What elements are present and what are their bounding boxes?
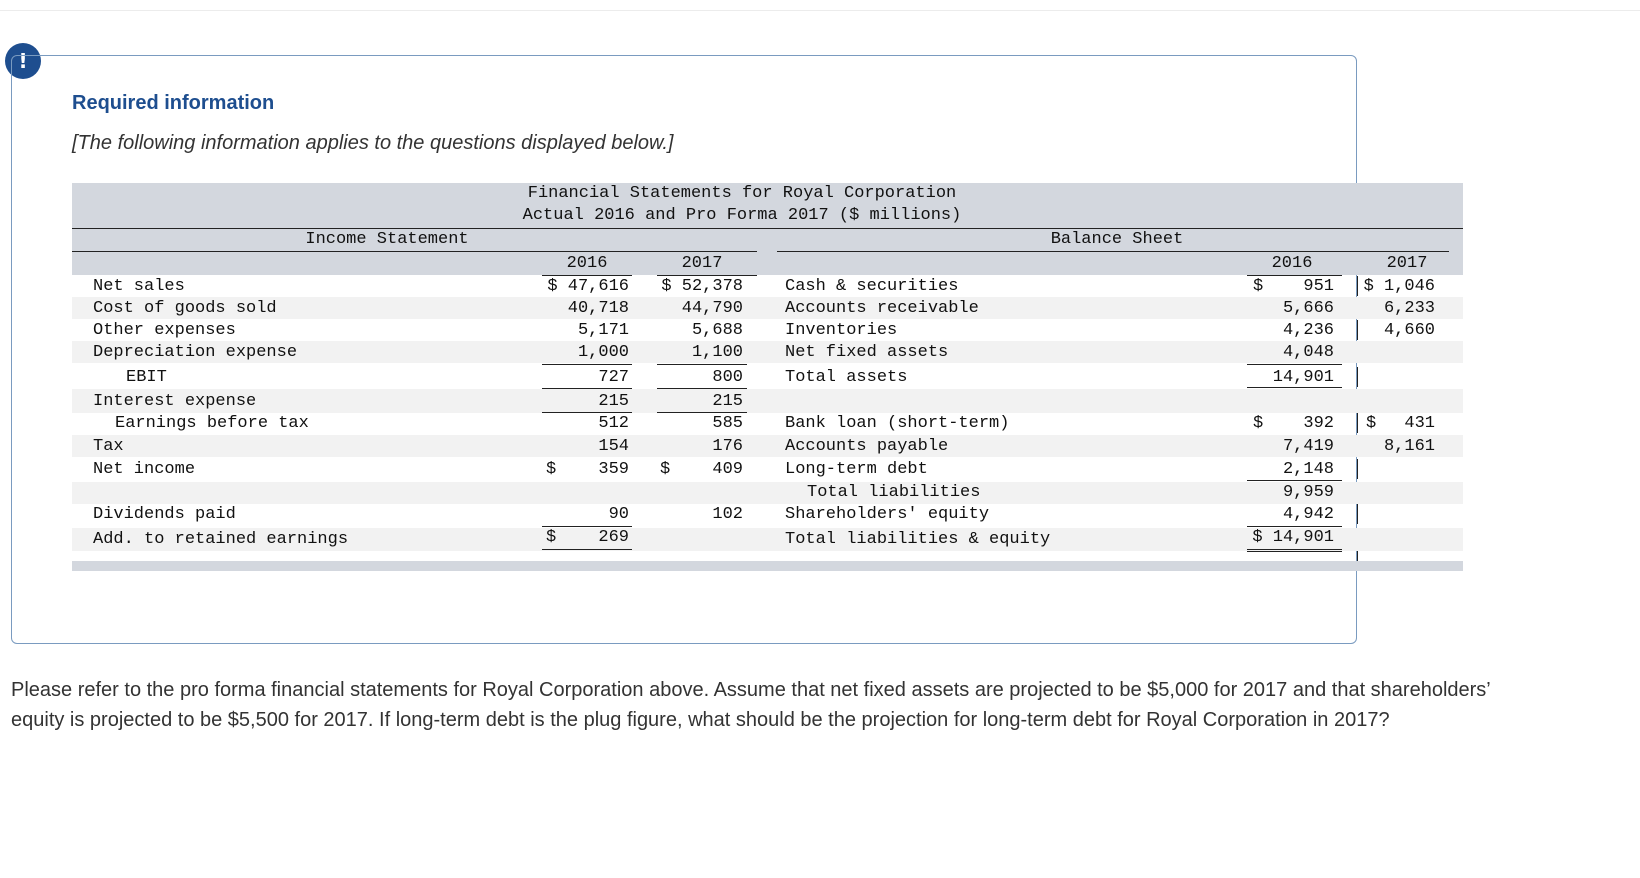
is-value-2016: $ 47,616 xyxy=(547,277,629,296)
is-value-2016: 215 xyxy=(598,392,629,411)
bs-value-2016: 392 xyxy=(1303,414,1334,433)
is-value-2017: 44,790 xyxy=(681,299,743,318)
bs-value-2016: 4,048 xyxy=(1282,343,1334,362)
is-row-label: Net income xyxy=(93,460,196,479)
is-row-label: Interest expense xyxy=(93,392,257,411)
is-row-label: Tax xyxy=(93,437,124,456)
bs-value-2016: 7,419 xyxy=(1282,437,1334,456)
is-value-2016: 5,171 xyxy=(577,321,629,340)
is-value-2016: 90 xyxy=(608,505,629,524)
top-divider xyxy=(0,10,1640,11)
is-value-2017: 215 xyxy=(712,392,743,411)
bs-value-2016: 951 xyxy=(1303,277,1334,296)
is-row-label: Cost of goods sold xyxy=(93,299,277,318)
table-footer-band xyxy=(72,561,1463,571)
bs-dollar-sign: $ xyxy=(1253,414,1264,433)
statements-subtitle: Actual 2016 and Pro Forma 2017 ($ millions) xyxy=(522,206,962,225)
bs-value-2017: 431 xyxy=(1404,414,1435,433)
is-value-2016: 269 xyxy=(598,528,629,547)
required-info-heading: Required information xyxy=(72,92,275,114)
bs-row-label: Total liabilities xyxy=(807,483,981,502)
bs-row-label: Long-term debt xyxy=(785,460,928,479)
is-row-label: Earnings before tax xyxy=(115,414,309,433)
bs-value-2016: 4,942 xyxy=(1282,505,1334,524)
bs-value-2016: $ 14,901 xyxy=(1252,528,1334,547)
bs-value-2016: 4,236 xyxy=(1282,321,1334,340)
is-value-2017: 5,688 xyxy=(691,321,743,340)
bs-value-2017: 8,161 xyxy=(1383,437,1435,456)
bs-row-label: Accounts payable xyxy=(785,437,949,456)
is-value-2017: 800 xyxy=(712,368,743,387)
bs-value-2016: 14,901 xyxy=(1272,368,1334,387)
bs-col-2017: 2017 xyxy=(1386,254,1428,273)
is-value-2016: 512 xyxy=(598,414,629,433)
bs-row-label: Inventories xyxy=(785,321,898,340)
bs-value-2017: 6,233 xyxy=(1383,299,1435,318)
is-dollar-sign: $ xyxy=(546,528,557,547)
is-row-label: Depreciation expense xyxy=(93,343,298,362)
statements-title: Financial Statements for Royal Corporation xyxy=(527,184,957,203)
bs-dollar-sign: $ xyxy=(1366,414,1377,433)
required-info-subheading: [The following information applies to the questions displayed below.] xyxy=(72,132,674,154)
bs-row-label: Net fixed assets xyxy=(785,343,949,362)
is-value-2016: 359 xyxy=(598,460,629,479)
bs-dollar-sign: $ xyxy=(1253,277,1264,296)
bs-value-2017: 4,660 xyxy=(1383,321,1435,340)
bs-col-2016: 2016 xyxy=(1271,254,1313,273)
is-value-2016: 154 xyxy=(598,437,629,456)
is-value-2016: 1,000 xyxy=(577,343,629,362)
bs-value-2016: 5,666 xyxy=(1282,299,1334,318)
is-value-2017: 102 xyxy=(712,505,743,524)
alert-icon: ! xyxy=(5,43,41,79)
is-value-2017: 409 xyxy=(712,460,743,479)
bs-value-2016: 2,148 xyxy=(1282,460,1334,479)
is-value-2016: 727 xyxy=(598,368,629,387)
bs-row-label: Bank loan (short-term) xyxy=(785,414,1010,433)
bs-value-2017: $ 1,046 xyxy=(1363,277,1435,296)
bs-value-2016: 9,959 xyxy=(1282,483,1334,502)
is-dollar-sign: $ xyxy=(546,460,557,479)
bs-row-label: Total assets xyxy=(785,368,908,387)
bs-row-label: Shareholders' equity xyxy=(785,505,990,524)
financial-statements-table xyxy=(72,183,1463,573)
question-text: Please refer to the pro forma financial statements for Royal Corporation above. Assume that net fixed assets are projected to be $5,000 for 2017 and that shareholders’ equity is projected to be $5,500 for 2017. If long-term debt is the plug figure, what should be the projection for long-term debt for Royal Corporation in 2017? xyxy=(11,679,1491,731)
is-value-2017: 585 xyxy=(712,414,743,433)
is-row-label: Dividends paid xyxy=(93,505,236,524)
income-statement-header: Income Statement xyxy=(305,230,469,249)
bs-row-label: Cash & securities xyxy=(785,277,959,296)
bs-row-label: Total liabilities & equity xyxy=(785,530,1051,549)
bs-row-label: Accounts receivable xyxy=(785,299,979,318)
is-dollar-sign: $ xyxy=(660,460,671,479)
is-value-2017: 1,100 xyxy=(691,343,743,362)
is-row-label: EBIT xyxy=(126,368,167,387)
is-value-2017: 176 xyxy=(712,437,743,456)
is-value-2016: 40,718 xyxy=(567,299,629,318)
is-row-label: Add. to retained earnings xyxy=(93,530,349,549)
is-row-label: Other expenses xyxy=(93,321,236,340)
is-col-2016: 2016 xyxy=(566,254,608,273)
is-col-2017: 2017 xyxy=(681,254,723,273)
is-row-label: Net sales xyxy=(93,277,185,296)
is-value-2017: $ 52,378 xyxy=(661,277,743,296)
balance-sheet-header: Balance Sheet xyxy=(1050,230,1184,249)
